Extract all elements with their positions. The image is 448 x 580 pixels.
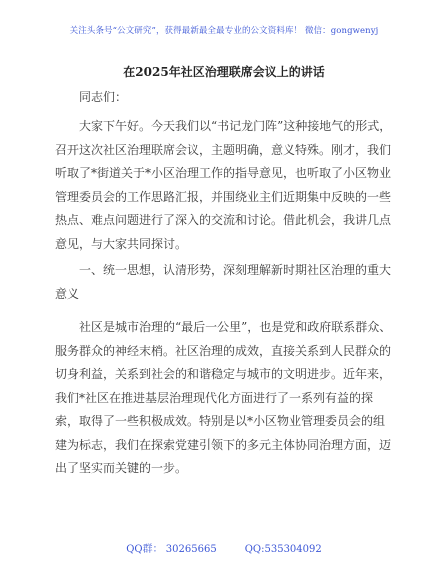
footer-qq: QQ:535304092 bbox=[244, 544, 322, 555]
paragraph-body bbox=[55, 316, 393, 481]
footer-qq-group: QQ群： 30265665 bbox=[126, 544, 217, 555]
greeting: 同志们： bbox=[79, 90, 128, 104]
paragraph-text: 大家下午好。今天我们以“书记龙门阵”这种接地气的形式，召开这次社区治理联席会议，主题明确，意义特殊。刚才，我们听取了*街道关于*小区治理工作的指导意见，也听取了小区物业管理委员会的工作思路汇报，并围绕业主们近期集中反映的一些热点、难点问题进行了深入的交流和讨论。借此机会，我讲几点意见，与大家共同探讨。 bbox=[55, 119, 392, 251]
paragraph-text: 社区是城市治理的“最后一公里”，也是党和政府联系群众、服务群众的神经末梢。社区治理的成效，直接关系到人民群众的切身利益，关系到社会的和谐稳定与城市的文明进步。近年来，我们*社区在推进基层治理现代化方面进行了一系列有益的探索，取得了一些积极成效。特别是以*小区物业管理委员会的组建为标志，我们在探索党建引领下的多元主体协同治理方面，迈出了坚实而关键的一步。 bbox=[55, 320, 392, 475]
section-heading-1 bbox=[55, 259, 393, 306]
footer-contact bbox=[0, 540, 448, 555]
section-heading-text: 一、统一思想，认清形势，深刻理解新时期社区治理的重大意义 bbox=[55, 263, 392, 301]
page-title: 在2025年社区治理联席会议上的讲话 bbox=[123, 65, 325, 79]
header-promo-note: 关注头条号“公文研究”，获得最新最全最专业的公文资料库！ 微信：gongwenyj bbox=[69, 26, 379, 36]
paragraph-intro bbox=[55, 115, 393, 256]
